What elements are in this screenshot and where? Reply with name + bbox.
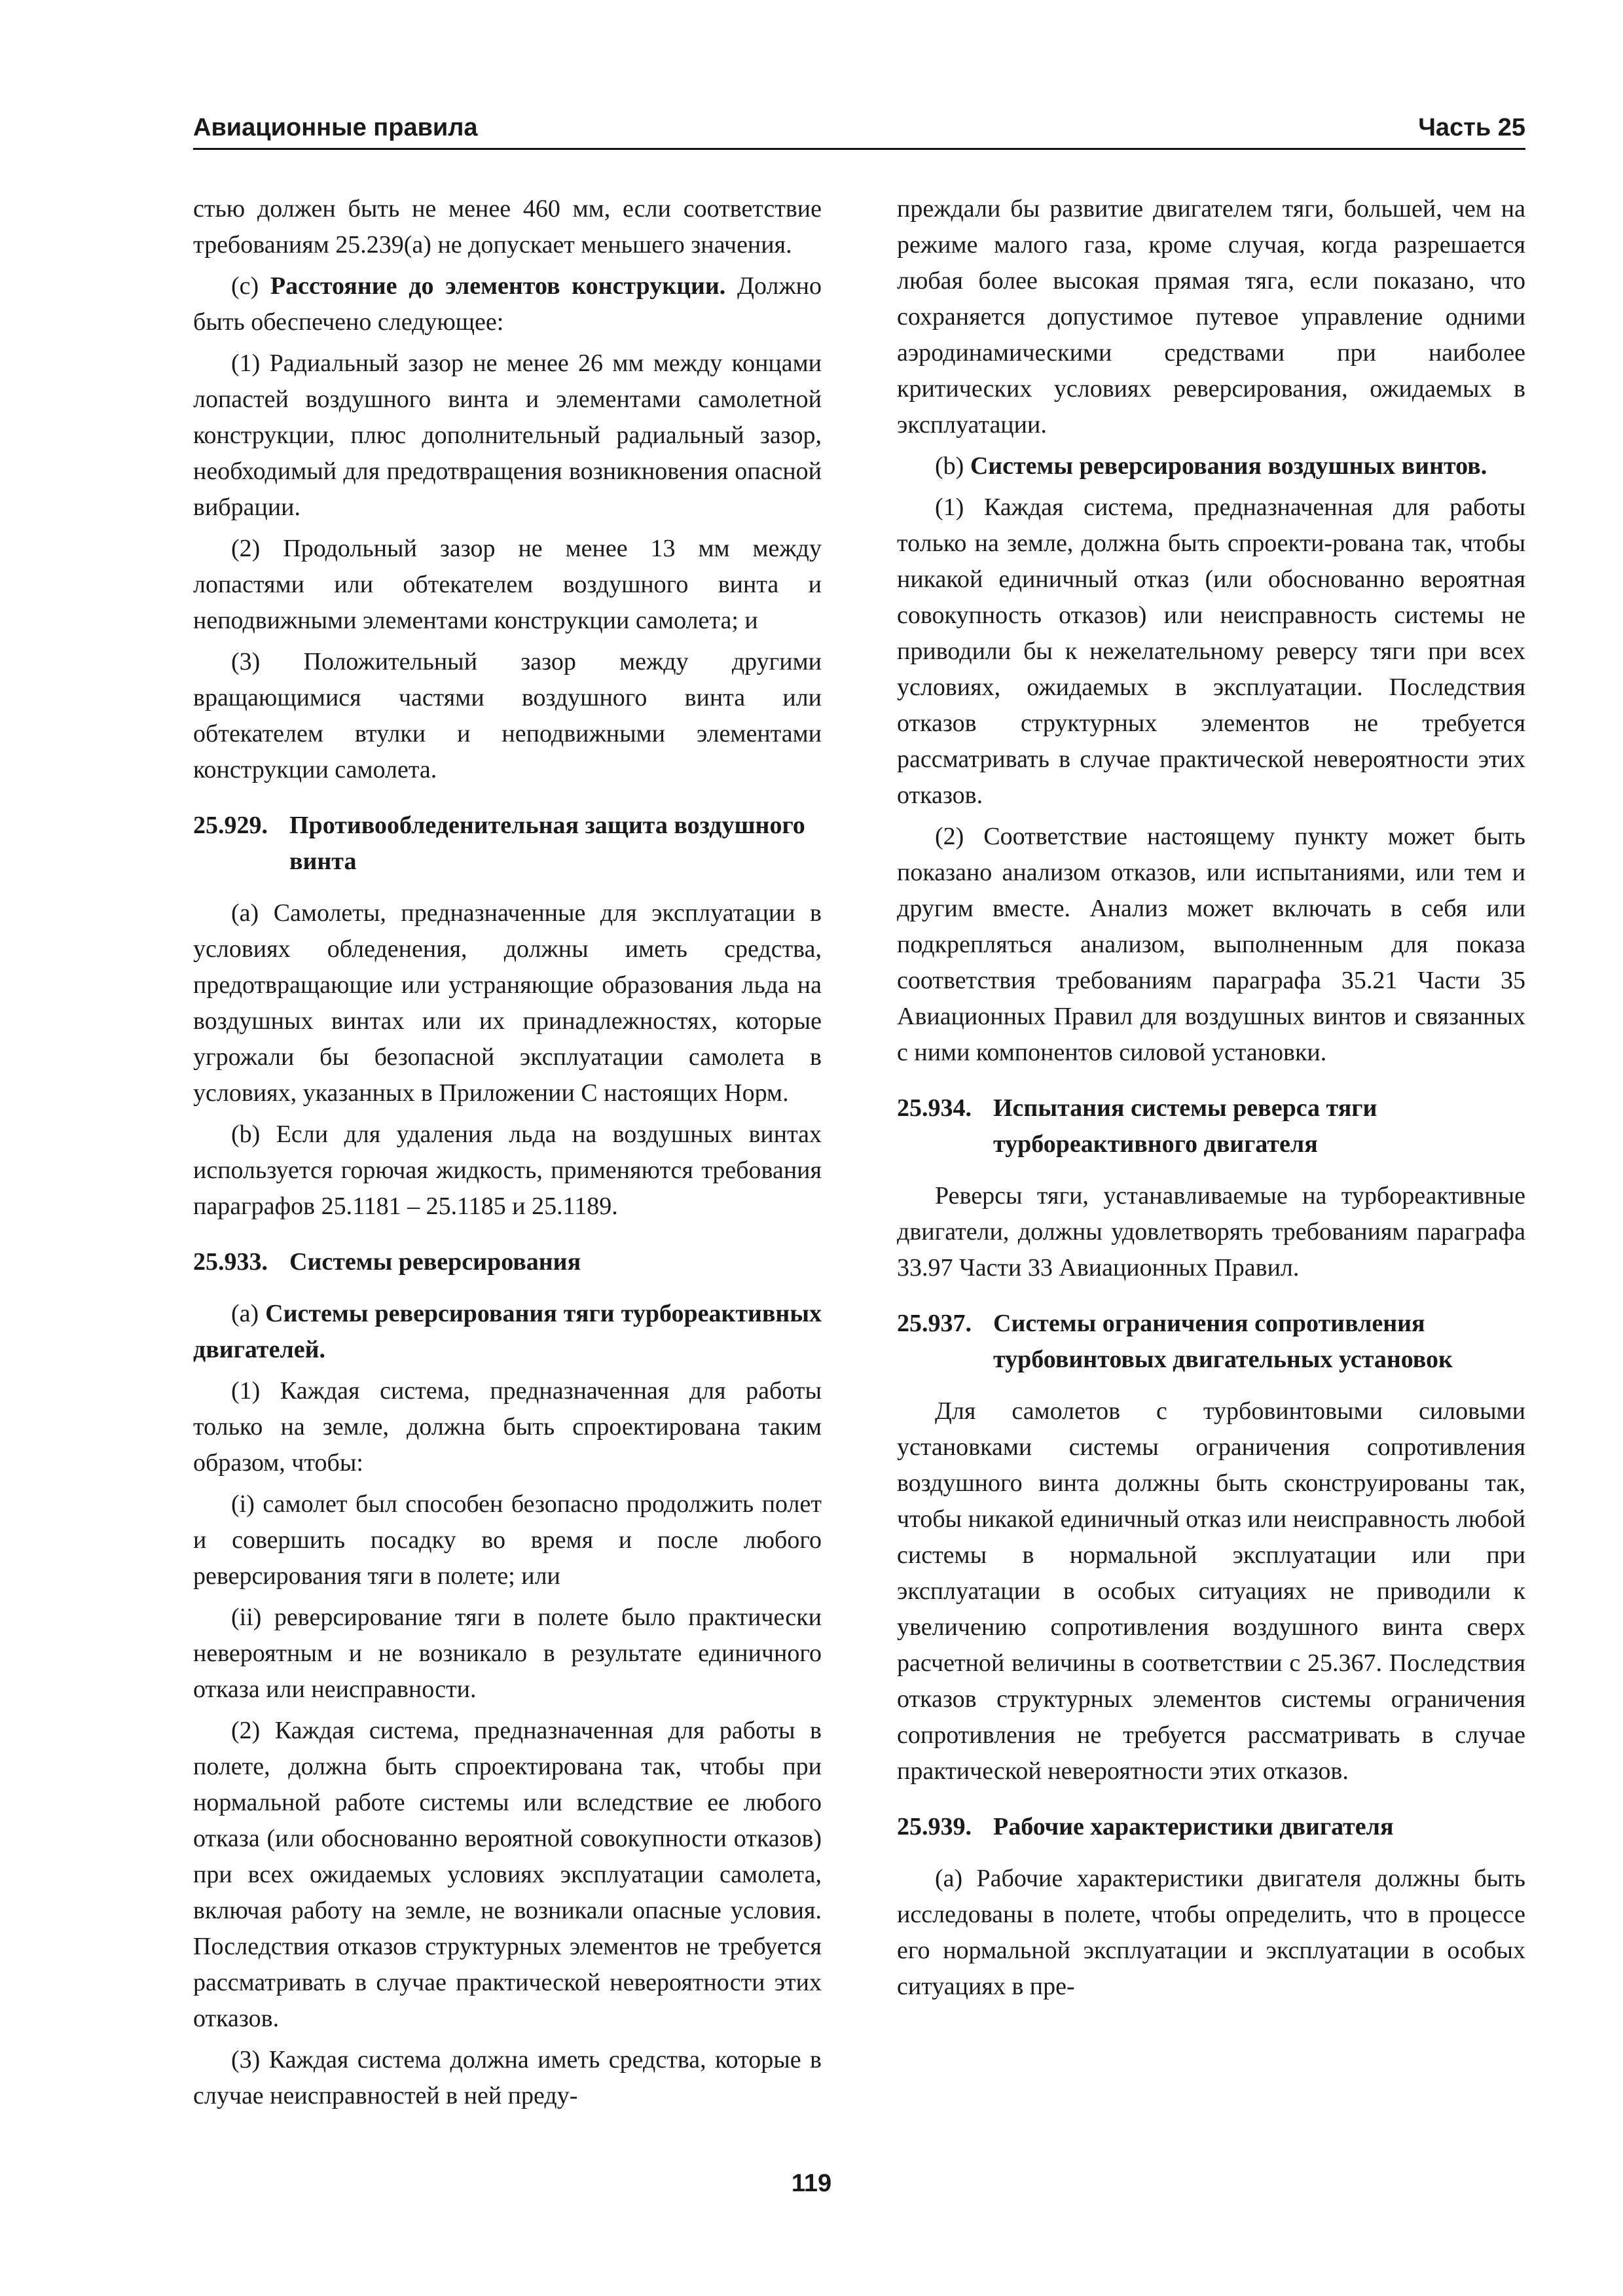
paragraph: стью должен быть не менее 460 мм, если соответствие требованиям 25.239(а) не допускает меньшего значения.: [193, 195, 822, 259]
paragraph: (ii) реверсирование тяги в полете было практически невероятным и не возникало в результате единичного отказа или неисправности.: [193, 1604, 822, 1703]
section-title: Системы реверсирования: [289, 1248, 581, 1276]
section-number: 25.939.: [897, 1813, 972, 1840]
paragraph: [193, 1296, 822, 1368]
section-title: Противообледенительная защита воздушного винта: [289, 812, 805, 875]
paragraph: (2) Продольный зазор не менее 13 мм между лопастями или обтекателем воздушного винта и неподвижными элементами конструкции самолета; и: [193, 535, 822, 634]
running-header: [193, 113, 1525, 143]
paragraph: преждали бы развитие двигателем тяги, большей, чем на режиме малого газа, кроме случая, когда разрешается любая более высокая прямая тяга, если показано, что сохраняется допустимое путевое управление одними аэродинамическими средствами при наиболее критических условиях реверсирования, ожидаемых в эксплуатации.: [897, 195, 1525, 439]
section-number: 25.937.: [897, 1310, 972, 1337]
subsection-title: Системы реверсирования воздушных винтов.: [970, 452, 1487, 480]
paragraph: (b) Если для удаления льда на воздушных винтах используется горючая жидкость, применяются требования параграфов 25.1181 – 25.1185 и 25.1189.: [193, 1121, 822, 1220]
section-title: Рабочие характеристики двигателя: [993, 1813, 1394, 1840]
section-heading: [897, 1306, 1525, 1378]
section-heading: [897, 1809, 1525, 1845]
left-column: [193, 191, 822, 2119]
right-column: [897, 191, 1525, 2010]
section-number: 25.929.: [193, 812, 268, 839]
paragraph: Реверсы тяги, устанавливаемые на турбореактивные двигатели, должны удовлетворять требованиям параграфа 33.97 Части 33 Авиационных Правил.: [897, 1182, 1525, 1282]
section-title: Испытания системы реверса тяги турбореактивного двигателя: [993, 1094, 1377, 1158]
paragraph: (1) Каждая система, предназначенная для работы только на земле, должна быть спроекти-рована так, чтобы никакой единичный отказ (или обоснованно вероятная совокупность отказов) или неисправность системы не приводили бы к нежелательному реверсу тяги при всех условиях, ожидаемых в эксплуатации. Последствия отказов структурных элементов не требуется рассматривать в случае практической невероятности этих отказов.: [897, 493, 1525, 809]
paragraph: (2) Соответствие настоящему пункту может быть показано анализом отказов, или испытаниями, или тем и другим вместе. Анализ может включать в себя или подкрепляться анализом, выполненным для показа соответствия требованиям параграфа 35.21 Части 35 Авиационных Правил для воздушных винтов и связанных с ними компонентов силовой установки.: [897, 823, 1525, 1066]
section-number: 25.934.: [897, 1094, 972, 1122]
paragraph: [193, 268, 822, 340]
paragraph: (1) Каждая система, предназначенная для работы только на земле, должна быть спроектирована таким образом, чтобы:: [193, 1377, 822, 1477]
paragraph-lead: (b): [935, 452, 970, 480]
paragraph-lead: (с): [231, 272, 270, 300]
paragraph-text: Должно быть обеспечено следующее:: [193, 272, 822, 336]
paragraph: (1) Радиальный зазор не менее 26 мм между концами лопастей воздушного винта и элементами самолетной конструкции, плюс дополнительный радиальный зазор, необходимый для предотвращения возникновения опасной вибрации.: [193, 350, 822, 521]
header-rule: [193, 148, 1525, 150]
paragraph: (i) самолет был способен безопасно продолжить полет и совершить посадку во время и после любого реверсирования тяги в полете; или: [193, 1490, 822, 1590]
paragraph: (3) Положительный зазор между другими вращающимися частями воздушного винта или обтекателем втулки и неподвижными элементами конструкции самолета.: [193, 648, 822, 783]
paragraph: (2) Каждая система, предназначенная для работы в полете, должна быть спроектирована так, чтобы при нормальной работе системы или вследствие ее любого отказа (или обоснованно вероятной совокупности отказов) при всех ожидаемых условиях эксплуатации самолета, включая работу на земле, не возникали опасные условия. Последствия отказов структурных элементов не требуется рассматривать в случае практической невероятности этих отказов.: [193, 1717, 822, 2032]
section-number: 25.933.: [193, 1248, 268, 1276]
paragraph: Для самолетов с турбовинтовыми силовыми установками системы ограничения сопротивления воздушного винта должны быть сконструированы так, чтобы никакой единичный отказ или неисправность любой системы в нормальной эксплуатации или при эксплуатации в особых ситуациях не приводили к увеличению сопротивления воздушного винта сверх расчетной величины в соответствии с 25.367. Последствия отказов структурных элементов системы ограничения сопротивления не требуется рассматривать в случае практической невероятности этих отказов.: [897, 1397, 1525, 1785]
page-number: 119: [791, 2170, 832, 2197]
paragraph: (а) Самолеты, предназначенные для эксплуатации в условиях обледенения, должны иметь средства, предотвращающие или устраняющие образования льда на воздушных винтах или их принадлежностях, которые угрожали бы безопасной эксплуатации самолета в условиях, указанных в Приложении С настоящих Норм.: [193, 899, 822, 1107]
header-part: Часть 25: [1418, 114, 1525, 141]
section-title: Системы ограничения сопротивления турбовинтовых двигательных установок: [993, 1310, 1453, 1373]
subsection-title: Системы реверсирования тяги турбореактивных двигателей.: [193, 1300, 822, 1363]
paragraph: (3) Каждая система должна иметь средства, которые в случае неисправностей в ней преду-: [193, 2046, 822, 2109]
header-title: Авиационные правила: [193, 114, 478, 141]
paragraph-lead: (а): [231, 1300, 266, 1327]
section-heading: [193, 1244, 822, 1280]
paragraph: [897, 448, 1525, 484]
section-heading: [193, 808, 822, 880]
section-heading: [897, 1090, 1525, 1162]
subsection-title: Расстояние до элементов конструкции.: [270, 272, 726, 300]
paragraph: (а) Рабочие характеристики двигателя должны быть исследованы в полете, чтобы определить, что в процессе его нормальной эксплуатации и эксплуатации в особых ситуациях в пре-: [897, 1865, 1525, 2000]
